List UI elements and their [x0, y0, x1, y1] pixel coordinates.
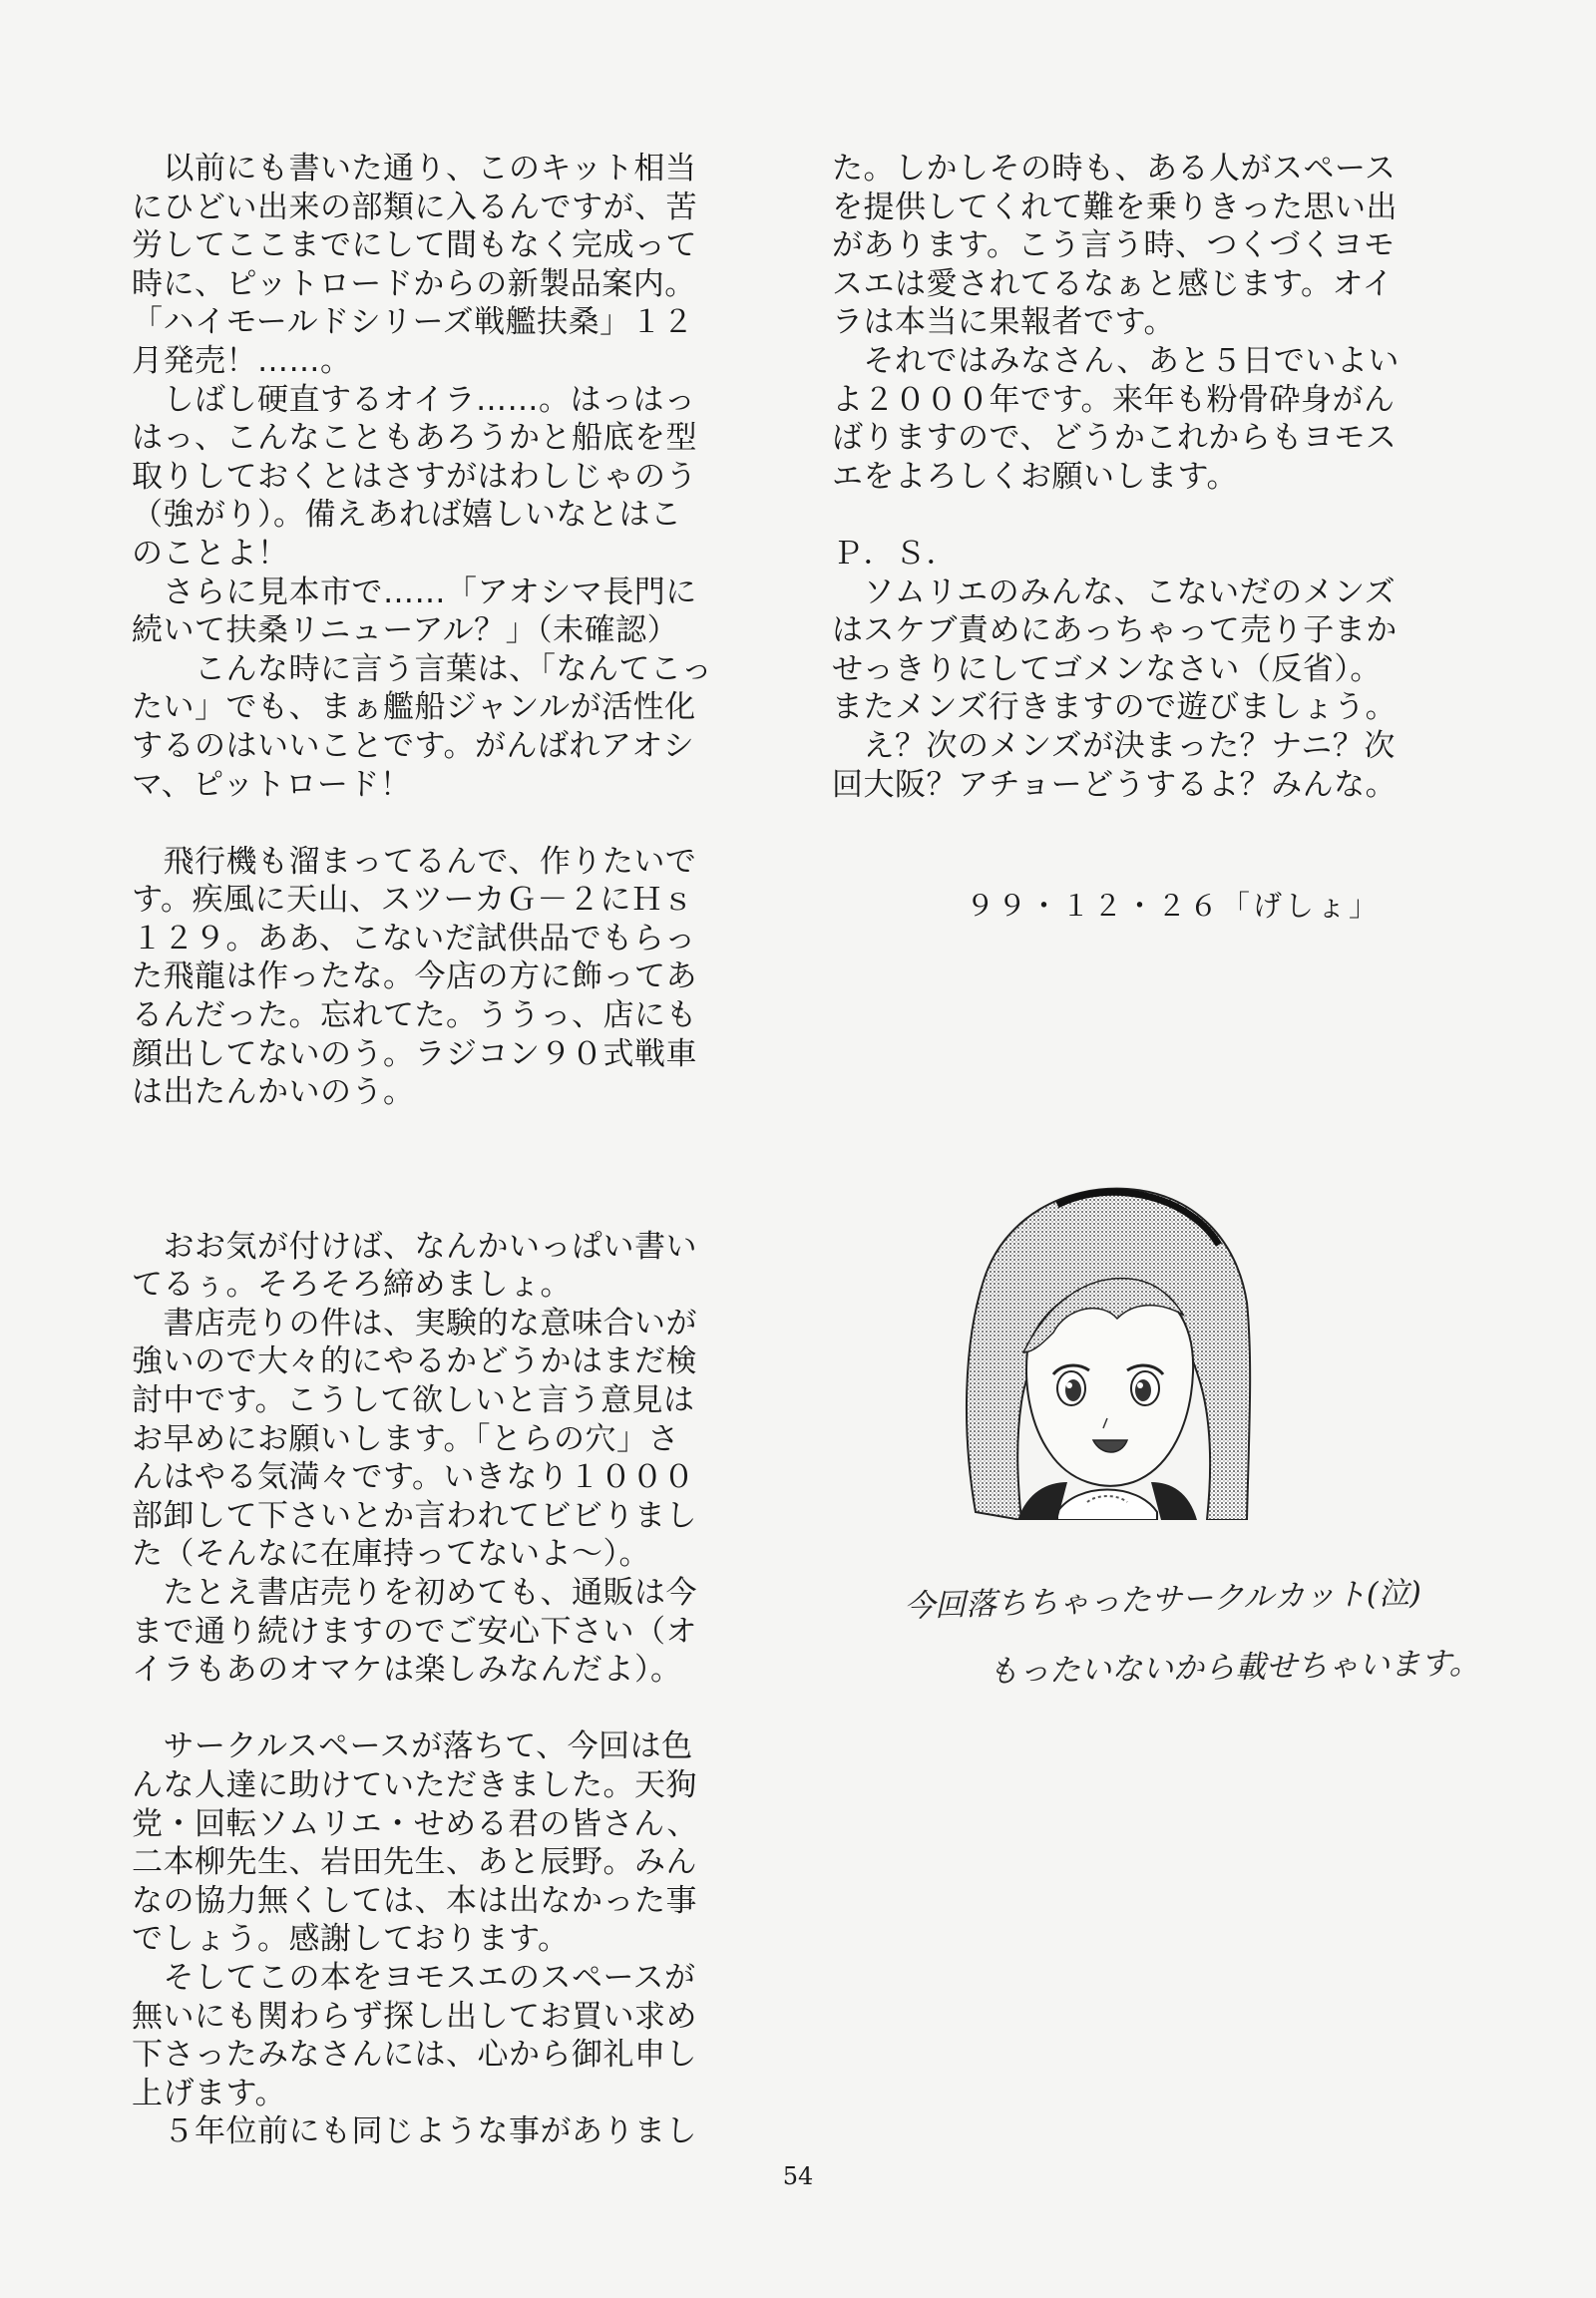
text-line: たとえ書店売りを初めても、通販は今	[132, 1574, 697, 1611]
text-line: た。しかしその時も、ある人がスペース	[832, 151, 1396, 187]
text-line: サークルスペースが落ちて、今回は色	[132, 1728, 693, 1765]
text-line: こんな時に言う言葉は、「なんてこっ	[132, 650, 713, 687]
paragraph	[132, 804, 720, 1112]
text-line: （強がり）。備えあれば嬉しいなとはこ	[132, 497, 682, 534]
handwritten-note-line-2: もったいないから載せちゃいます。	[987, 1645, 1480, 1691]
text-line: 飛行機も溜まってるんで、作りたいで	[132, 843, 697, 880]
text-line: マ、ピットロード！	[132, 766, 412, 803]
text-line: エをよろしくお願いします。	[832, 458, 1239, 495]
text-line: 二本柳先生、岩田先生、あと辰野。みん	[132, 1844, 697, 1881]
text-line: ５年位前にも同じような事がありまし	[132, 2113, 697, 2150]
text-line: を提供してくれて難を乗りきった思い出	[832, 189, 1397, 225]
text-line: まで通り続けますのでご安心下さい（オ	[132, 1613, 697, 1650]
text-line: またメンズ行きますので遊びましょう。	[832, 689, 1397, 726]
text-line: 月発売！……。	[132, 342, 352, 379]
text-line: おお気が付けば、なんかいっぱい書い	[132, 1228, 697, 1265]
paragraph	[832, 150, 1410, 496]
text-line: スエは愛されてるなぁと感じます。オイ	[832, 265, 1394, 302]
text-line: え？次のメンズが決まった？ナニ？次	[832, 727, 1396, 764]
text-line: なの協力無くしては、本は出なかった事	[132, 1882, 697, 1919]
page-number: 54	[782, 2162, 814, 2190]
text-line: があります。こう言う時、つくづくヨモ	[832, 227, 1396, 264]
text-line: 「ハイモールドシリーズ戦艦扶桑」１２	[132, 304, 694, 341]
text-line: しばし硬直するオイラ……。はっはっ	[132, 381, 696, 418]
text-line: 討中です。こうして欲しいと言う意見は	[132, 1382, 695, 1418]
text-line	[132, 1690, 720, 1728]
text-line: にひどい出来の部類に入るんですが、苦	[132, 189, 697, 225]
text-line: 労してここまでにして間もなく完成って	[132, 227, 697, 264]
text-line: たい」でも、まぁ艦船ジャンルが活性化	[132, 689, 696, 726]
date-signature: ９９・１２・２６「げしょ」	[966, 889, 1382, 923]
text-line: でしょう。感謝しております。	[132, 1921, 570, 1958]
text-line: 部卸して下さいとか言われてビビりまし	[132, 1497, 697, 1534]
text-line: んはやる気満々です。いきなり１０００	[132, 1459, 695, 1496]
text-line	[132, 1150, 720, 1189]
text-line: お早めにお願いします。「とらの穴」さ	[132, 1420, 680, 1457]
text-line: ソムリエのみんな、こないだのメンズ	[832, 574, 1396, 610]
text-line: 回大阪？アチョーどうするよ？みんな。	[832, 766, 1397, 803]
text-line: それではみなさん、あと５日でいよい	[832, 342, 1399, 379]
text-line: す。疾風に天山、スツーカＧ－２にＨｓ	[132, 882, 694, 919]
text-line: ラは本当に果報者です。	[832, 304, 1176, 341]
text-line: するのはいいことです。がんばれアオシ	[132, 727, 695, 764]
text-line	[132, 804, 720, 843]
right-text-column	[832, 150, 1410, 804]
text-line: 顔出してないのう。ラジコン９０式戦車	[132, 1035, 697, 1072]
text-line: イラもあのオマケは楽しみなんだよ）。	[132, 1652, 682, 1689]
text-line: んな人達に助けていただきました。天狗	[132, 1766, 697, 1803]
text-line	[832, 496, 1410, 535]
text-line: のことよ！	[132, 535, 289, 572]
text-line: 上げます。	[132, 2075, 287, 2111]
text-line: 以前にも書いた通り、このキット相当	[132, 151, 697, 187]
text-line: さらに見本市で……「アオシマ長門に	[132, 574, 697, 610]
left-text-column	[132, 150, 720, 2151]
text-line: はスケブ責めにあっちゃって売り子まか	[832, 612, 1397, 649]
text-line: るんだった。忘れてた。ううっ、店にも	[132, 997, 697, 1034]
circle-cut-illustration	[958, 1183, 1253, 1520]
text-line: てるぅ。そろそろ締めましょ。	[132, 1267, 572, 1304]
text-line: 取りしておくとはさすがはわしじゃのう	[132, 458, 697, 495]
text-line	[132, 1189, 720, 1228]
paragraph	[132, 150, 720, 804]
text-line: 強いので大々的にやるかどうかはまだ検	[132, 1343, 697, 1380]
text-line: よ２０００年です。来年も粉骨砕身がん	[832, 381, 1396, 418]
text-line	[132, 1112, 720, 1151]
text-line: はっ、こんなこともあろうかと船底を型	[132, 420, 697, 457]
handwritten-note-line-1: 今回落ちちゃったサークルカット(泣)	[903, 1575, 1422, 1625]
paragraph	[832, 496, 1410, 804]
text-line: せっきりにしてゴメンなさい（反省）。	[832, 650, 1382, 687]
text-line: １２９。ああ、こないだ試供品でもらっ	[132, 920, 696, 957]
paragraph	[132, 1112, 720, 1690]
text-line: 続いて扶桑リニューアル？」（未確認）	[132, 612, 679, 649]
text-line: 書店売りの件は、実験的な意味合いが	[132, 1305, 697, 1341]
paragraph	[132, 1690, 720, 2151]
text-line: た飛龍は作ったな。今店の方に飾ってあ	[132, 958, 697, 995]
text-line: Ｐ．Ｓ．	[832, 535, 958, 572]
text-line: 無いにも関わらず探し出してお買い求め	[132, 1998, 697, 2035]
text-line: 時に、ピットロードからの新製品案内。	[132, 265, 696, 302]
text-line: 下さったみなさんには、心から御礼申し	[132, 2037, 697, 2074]
text-line: た（そんなに在庫持ってないよ～）。	[132, 1536, 650, 1573]
text-line: は出たんかいのう。	[132, 1074, 415, 1111]
text-line: 党・回転ソムリエ・せめる君の皆さん、	[132, 1805, 698, 1842]
text-line: そしてこの本をヨモスエのスペースが	[132, 1959, 696, 1996]
text-line: ばりますので、どうかこれからもヨモス	[832, 420, 1397, 457]
